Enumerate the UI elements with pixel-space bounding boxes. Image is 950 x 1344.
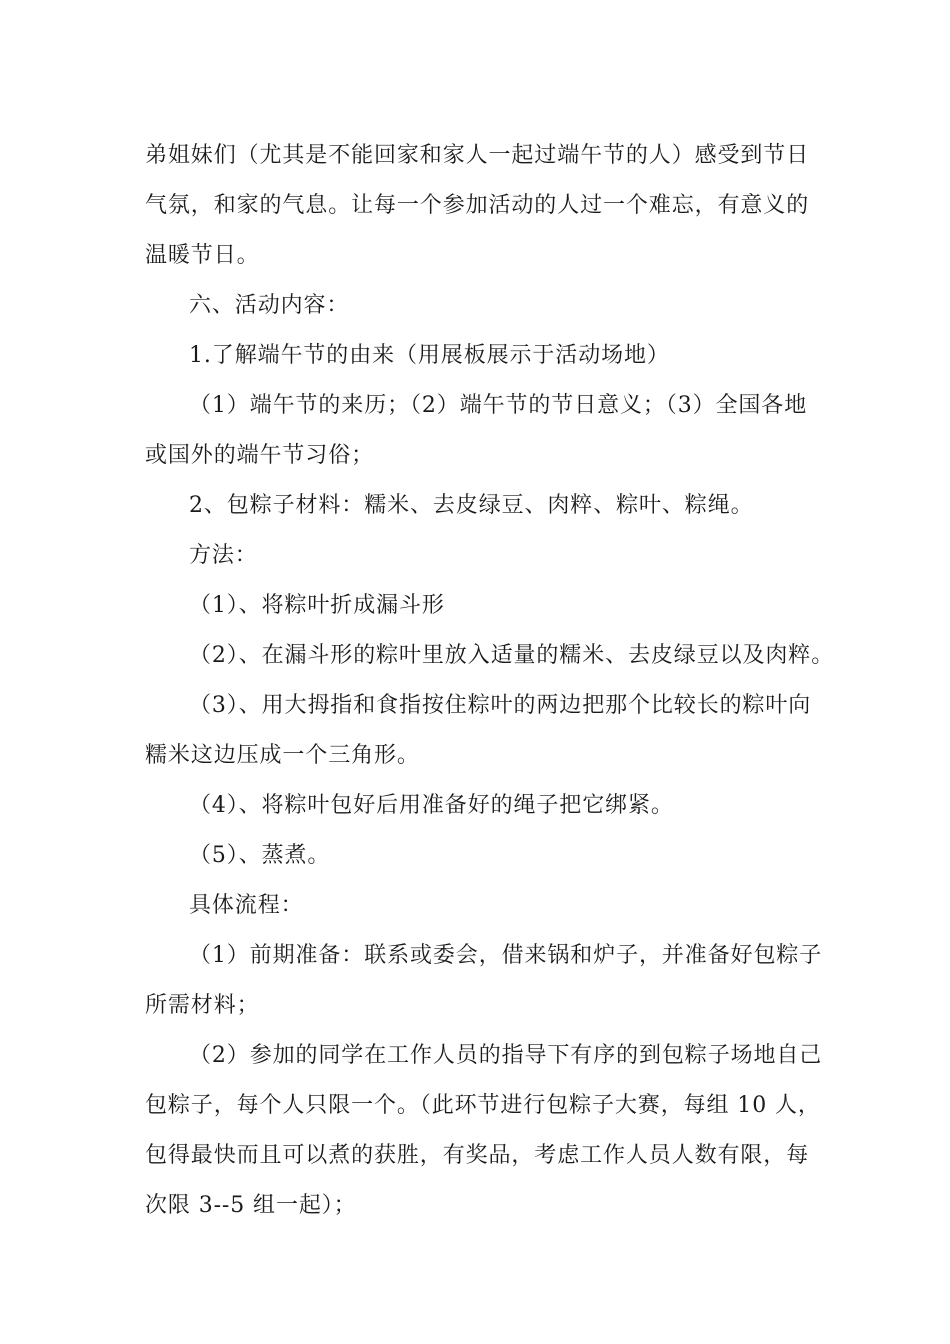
- text-line: 次限 3--5 组一起）；: [145, 1193, 357, 1218]
- text-line: 糯米这边压成一个三角形。: [145, 743, 420, 768]
- document-body: [145, 131, 835, 1231]
- text-line: （1）端午节的来历；（2）端午节的节日意义；（3）全国各地: [189, 393, 808, 418]
- text-line: （2）参加的同学在工作人员的指导下有序的到包粽子场地自己: [189, 1043, 823, 1068]
- text-line: 所需材料；: [145, 993, 260, 1018]
- text-line: 方法：: [189, 543, 258, 568]
- text-line: （1）前期准备：联系或委会，借来锅和炉子，并准备好包粽子: [189, 943, 823, 968]
- text-line: 气氛，和家的气息。让每一个参加活动的人过一个难忘，有意义的: [145, 193, 810, 218]
- text-line: 温暖节日。: [145, 243, 260, 268]
- text-line: 1.了解端午节的由来（用展板展示于活动场地）: [189, 343, 670, 368]
- section-heading: 六、活动内容：: [189, 293, 350, 318]
- text-line: 包粽子，每个人只限一个。（此环节进行包粽子大赛，每组 10 人，: [145, 1093, 821, 1118]
- text-line: （5）、蒸煮。: [189, 843, 331, 868]
- text-line: （2）、在漏斗形的粽叶里放入适量的糯米、去皮绿豆以及肉粹。: [189, 643, 835, 668]
- text-line: 或国外的端午节习俗；: [145, 443, 375, 468]
- text-line: （1）、将粽叶折成漏斗形: [189, 593, 445, 618]
- text-line: 弟姐妹们（尤其是不能回家和家人一起过端午节的人）感受到节日: [145, 143, 810, 168]
- text-line: 具体流程：: [189, 893, 304, 918]
- text-line: （3）、用大拇指和食指按住粽叶的两边把那个比较长的粽叶向: [189, 693, 812, 718]
- text-line: 2、包粽子材料：糯米、去皮绿豆、肉粹、粽叶、粽绳。: [189, 493, 754, 518]
- text-line: （4）、将粽叶包好后用准备好的绳子把它绑紧。: [189, 793, 674, 818]
- text-line: 包得最快而且可以煮的获胜，有奖品，考虑工作人员人数有限，每: [145, 1143, 810, 1168]
